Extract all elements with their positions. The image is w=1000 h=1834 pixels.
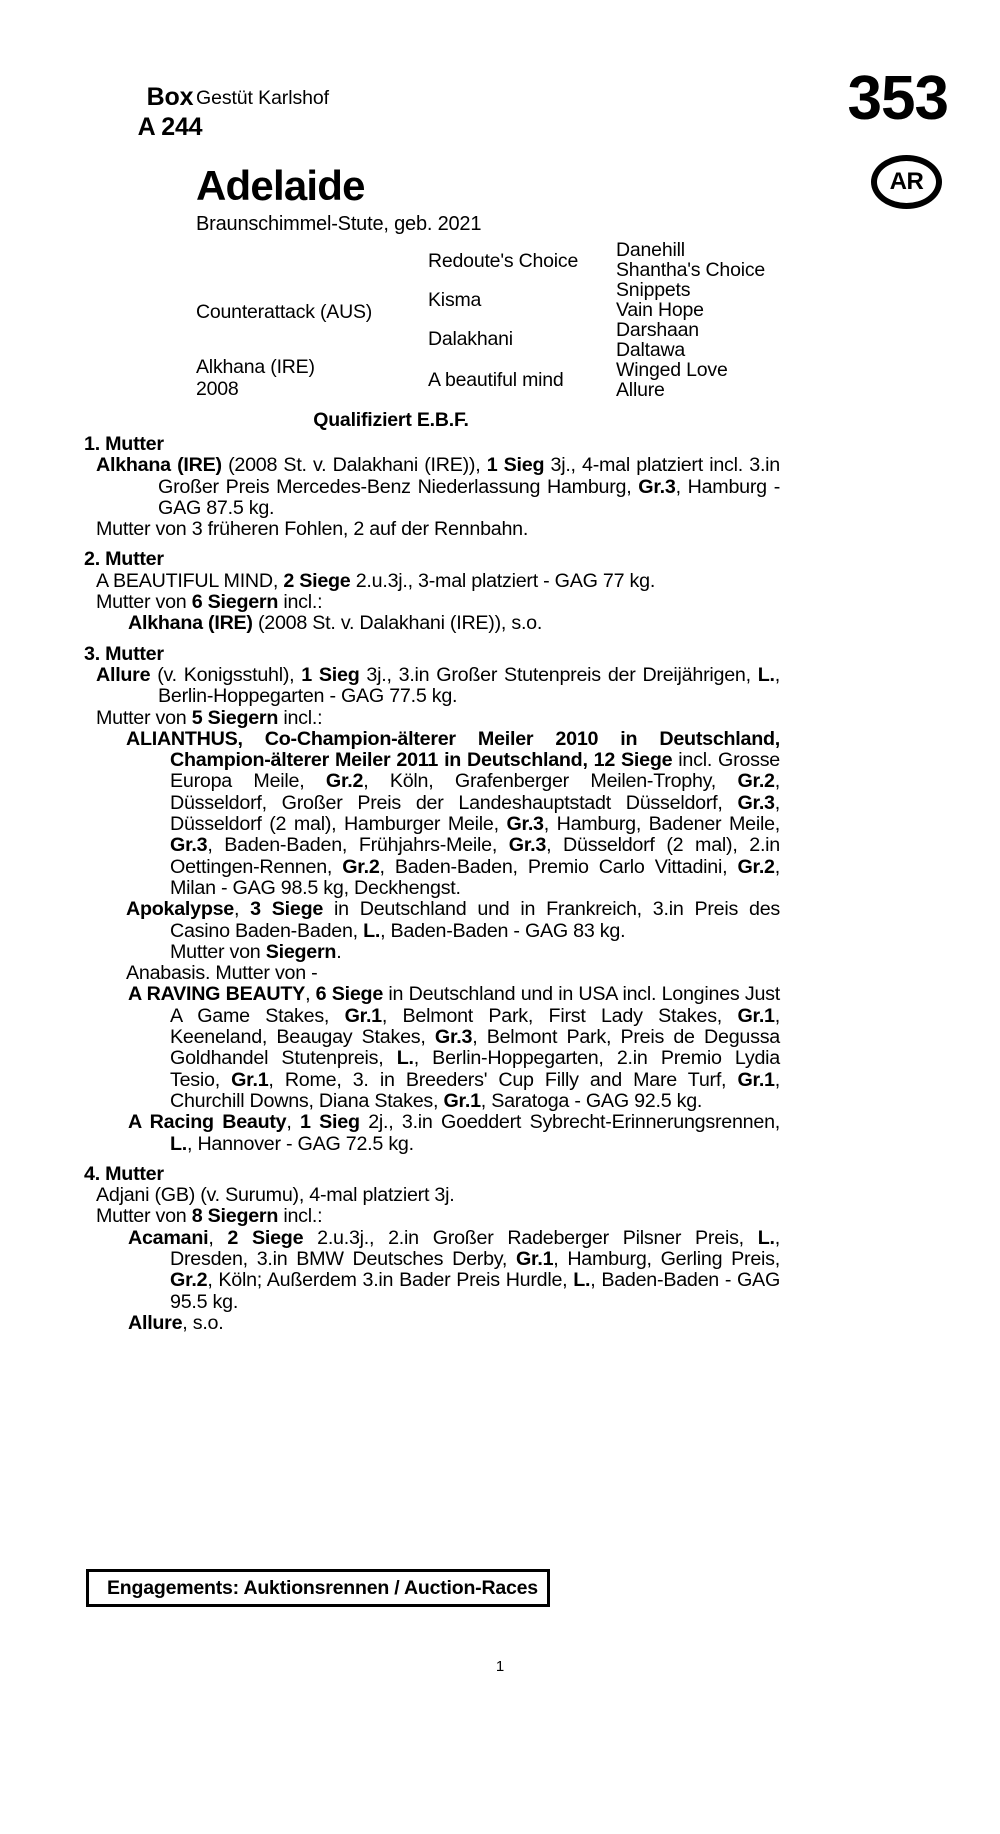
section-1-foals-line: Mutter von 3 früheren Fohlen, 2 auf der Rennbahn.	[96, 518, 529, 541]
pedigree-gen3-3: Vain Hope	[616, 299, 704, 321]
alianthus-gr-2: Gr.2	[737, 770, 775, 793]
alianthus-gr-8: Gr.2	[737, 855, 775, 878]
raving-d7: , Churchill Downs, Diana Stakes,	[170, 1068, 780, 1112]
progeny-name-allure: Allure	[128, 1311, 183, 1334]
ar-badge	[871, 155, 942, 209]
winners-suffix-4: incl.:	[278, 1205, 323, 1228]
pedigree-gen3-2: Snippets	[616, 279, 691, 301]
alianthus-d4: , Düsseldorf (2 mal), Hamburger Meile,	[170, 791, 780, 836]
raving-sep: ,	[305, 983, 316, 1006]
acamani-d3: , Hamburg, Gerling Preis,	[553, 1247, 780, 1270]
apokalypse-d1: in Deutschland und in Frankreich, 3.in Preis des Casino Baden-Baden,	[170, 898, 780, 942]
pedigree-gen3-6: Winged Love	[616, 359, 728, 381]
racing-wins: 1 Sieg	[300, 1111, 360, 1134]
section-heading-3: 3. Mutter	[84, 642, 164, 665]
alianthus-d1: incl. Grosse Europa Meile,	[170, 749, 780, 793]
engagements-label: Engagements: Auktionsrennen / Auction-Races	[107, 1576, 538, 1599]
dam-name-2: A BEAUTIFUL MIND,	[96, 569, 284, 592]
dam-detail-1a: (2008 St. v. Dalakhani (IRE)),	[221, 454, 487, 477]
progeny-a-racing-beauty	[84, 1112, 780, 1155]
alianthus-gr-6: Gr.3	[508, 834, 547, 857]
pedigree-dam-dam: A beautiful mind	[428, 369, 564, 391]
winners-prefix-3: Mutter von	[96, 706, 192, 729]
alianthus-d2: , Köln, Grafenberger Meilen-Trophy,	[363, 770, 738, 793]
progeny-acamani	[84, 1228, 780, 1313]
raving-gr-1: Gr.1	[344, 1004, 382, 1027]
progeny-apokalypse	[84, 899, 780, 942]
alianthus-d3: , Düsseldorf, Großer Preis der Landeshauptstadt Düsseldorf,	[170, 770, 780, 814]
raving-d5: , Berlin-Hoppegarten, 2.in Premio Lydia Tesio,	[170, 1047, 780, 1091]
grade-1: Gr.3	[638, 475, 676, 498]
raving-d3: , Keeneland, Beaugay Stakes,	[170, 1004, 780, 1049]
section-1-dam-line	[84, 455, 780, 519]
acamani-listed-2: L.	[573, 1269, 591, 1292]
pedigree-sire-sire: Redoute's Choice	[428, 250, 579, 272]
pedigree-sire-dam: Kisma	[428, 289, 482, 311]
box-title: Box	[146, 83, 194, 111]
alianthus-d5: , Hamburg, Badener Meile,	[543, 813, 780, 836]
dam-detail-3c: , Berlin-Hoppegarten - GAG 77.5 kg.	[158, 663, 780, 708]
pedigree-gen3-7: Allure	[616, 379, 665, 401]
acamani-gr-1: Gr.1	[515, 1247, 554, 1270]
raving-gr-6: Gr.1	[443, 1089, 481, 1112]
breeder-name: Gestüt Karlshof	[196, 87, 329, 109]
acamani-gr-2: Gr.2	[170, 1269, 208, 1292]
winners-count-2: 6 Siegern	[191, 591, 279, 614]
raving-d4: , Belmont Park, Preis de Degussa Goldhandel Stutenpreis,	[170, 1026, 780, 1070]
pedigree-sire: Counterattack (AUS)	[196, 301, 373, 323]
apokalypse-winners-word: Siegern	[265, 940, 337, 963]
apokalypse-winners-line	[84, 942, 780, 963]
raving-listed: L.	[396, 1047, 414, 1070]
listed-3: L.	[757, 663, 775, 686]
progeny-name-racing: A Racing Beauty	[128, 1111, 287, 1134]
qualified-note: Qualifiziert E.B.F.	[313, 409, 469, 431]
progeny-name-alkhana: Alkhana (IRE)	[128, 612, 253, 635]
apokalypse-sep: ,	[234, 898, 251, 921]
pedigree-body	[84, 434, 780, 1334]
racing-d2: , Hannover - GAG 72.5 kg.	[187, 1132, 414, 1155]
progeny-allure	[84, 1313, 780, 1334]
winners-count-3: 5 Siegern	[191, 706, 279, 729]
dam-detail-3b: 3j., 3.in Großer Stutenpreis der Dreijährigen,	[359, 663, 758, 686]
pedigree-table	[0, 238, 1000, 408]
apokalypse-listed: L.	[363, 919, 381, 942]
raving-gr-4: Gr.1	[231, 1068, 269, 1091]
section-heading-4: 4. Mutter	[84, 1162, 164, 1185]
winners-suffix-3: incl.:	[278, 706, 323, 729]
pedigree-dam: Alkhana (IRE)	[196, 356, 315, 378]
horse-description: Braunschimmel-Stute, geb. 2021	[196, 213, 482, 235]
section-4-winners-line	[84, 1206, 780, 1227]
progeny-a-raving-beauty	[84, 984, 780, 1112]
alianthus-d7: , Düsseldorf (2 mal), 2.in Oettingen-Rennen,	[170, 834, 780, 878]
progeny-alianthus	[84, 729, 780, 899]
raving-d6: , Rome, 3. in Breeders' Cup Filly and Mare Turf,	[268, 1068, 738, 1091]
section-4-dam-line: Adjani (GB) (v. Surumu), 4-mal platziert 3j.	[96, 1184, 455, 1207]
progeny-name-apokalypse: Apokalypse	[126, 898, 235, 921]
alianthus-d9: , Milan - GAG 98.5 kg, Deckhengst.	[170, 855, 780, 899]
acamani-listed-1: L.	[757, 1226, 775, 1249]
section-heading-1: 1. Mutter	[84, 433, 164, 455]
raving-gr-5: Gr.1	[737, 1068, 775, 1091]
section-2-winners-line	[84, 592, 780, 613]
progeny-anabasis: Anabasis. Mutter von -	[126, 962, 318, 985]
dam-wins-1: 1 Sieg	[486, 454, 545, 477]
dam-detail-3a: (v. Konigsstuhl),	[150, 663, 302, 686]
acamani-d1: 2.u.3j., 2.in Großer Radeberger Pilsner Preis,	[303, 1226, 758, 1249]
engagements-box	[86, 1569, 550, 1607]
progeny-detail-alkhana: (2008 St. v. Dalakhani (IRE)), s.o.	[252, 612, 543, 635]
ar-badge-label: AR	[889, 168, 924, 195]
pedigree-gen3-1: Shantha's Choice	[616, 259, 766, 281]
pedigree-gen3-0: Danehill	[616, 239, 685, 261]
section-2-progeny-alkhana	[84, 613, 780, 634]
pedigree-gen3-4: Darshaan	[616, 319, 699, 341]
footer-page-number: 1	[495, 1658, 505, 1675]
dam-detail-1b: 3j., 4-mal platziert incl. 3.in Großer Preis Mercedes-Benz Niederlassung Hamburg,	[158, 454, 780, 498]
pedigree-gen3-5: Daltawa	[616, 339, 686, 361]
progeny-name-acamani: Acamani	[128, 1226, 209, 1249]
apokalypse-d2: , Baden-Baden - GAG 83 kg.	[380, 919, 626, 942]
alianthus-d6: , Baden-Baden, Frühjahrs-Meile,	[207, 834, 509, 857]
alianthus-gr-3: Gr.3	[737, 791, 775, 814]
alianthus-d8: , Baden-Baden, Premio Carlo Vittadini,	[379, 855, 738, 878]
pedigree-dam-sire: Dalakhani	[428, 328, 513, 350]
dam-name-1: Alkhana (IRE)	[96, 454, 222, 477]
raving-wins: 6 Siege	[315, 983, 384, 1006]
winners-prefix-2: Mutter von	[96, 591, 192, 614]
winners-suffix-2: incl.:	[278, 591, 323, 614]
section-2-dam-line	[84, 571, 780, 592]
racing-d1: 2j., 3.in Goeddert Sybrecht-Erinnerungsrennen,	[359, 1111, 780, 1134]
acamani-wins: 2 Siege	[227, 1226, 304, 1249]
alianthus-gr-5: Gr.3	[170, 834, 208, 857]
apokalypse-wins: 3 Siege	[250, 898, 324, 921]
allure-detail: , s.o.	[182, 1311, 224, 1334]
progeny-name-raving: A RAVING BEAUTY	[128, 983, 306, 1006]
racing-listed: L.	[170, 1132, 187, 1155]
pedigree-dam-year: 2008	[196, 378, 239, 400]
apokalypse-winners-suffix: .	[336, 940, 342, 963]
apokalypse-winners-prefix: Mutter von	[170, 940, 266, 963]
acamani-sep: ,	[208, 1226, 228, 1249]
section-3-winners-line	[84, 708, 780, 729]
dam-detail-1c: , Hamburg - GAG 87.5 kg.	[158, 475, 781, 519]
raving-d1: in Deutschland und in USA incl. Longines Just A Game Stakes,	[170, 983, 780, 1027]
dam-wins-2: 2 Siege	[283, 569, 351, 592]
horse-name: Adelaide	[196, 162, 365, 209]
lot-number: 353	[847, 64, 948, 133]
alianthus-gr-1: Gr.2	[325, 770, 364, 793]
dam-wins-3: 1 Sieg	[301, 663, 360, 686]
acamani-d4: , Köln; Außerdem 3.in Bader Preis Hurdle,	[207, 1269, 574, 1292]
winners-count-4: 8 Siegern	[191, 1205, 279, 1228]
dam-detail-2: 2.u.3j., 3-mal platziert - GAG 77 kg.	[350, 569, 656, 592]
acamani-d2: , Dresden, 3.in BMW Deutsches Derby,	[170, 1226, 780, 1270]
winners-prefix-4: Mutter von	[96, 1205, 192, 1228]
acamani-d5: , Baden-Baden - GAG 95.5 kg.	[170, 1269, 781, 1313]
section-heading-2: 2. Mutter	[84, 548, 164, 571]
raving-gr-3: Gr.3	[434, 1026, 473, 1049]
raving-d8: , Saratoga - GAG 92.5 kg.	[480, 1089, 703, 1112]
raving-d2: , Belmont Park, First Lady Stakes,	[381, 1004, 738, 1027]
dam-name-3: Allure	[96, 663, 151, 686]
raving-gr-2: Gr.1	[737, 1004, 775, 1027]
progeny-name-alianthus: ALIANTHUS, Co-Champion-älterer Meiler 2010 in Deutschland, Champion-älterer Meiler 2011 in Deutschland, 12 Siege	[126, 727, 780, 772]
section-3-dam-line	[84, 665, 780, 708]
racing-sep: ,	[286, 1111, 301, 1134]
box-value: A 244	[137, 113, 203, 141]
alianthus-gr-7: Gr.2	[342, 855, 380, 878]
alianthus-gr-4: Gr.3	[506, 813, 544, 836]
